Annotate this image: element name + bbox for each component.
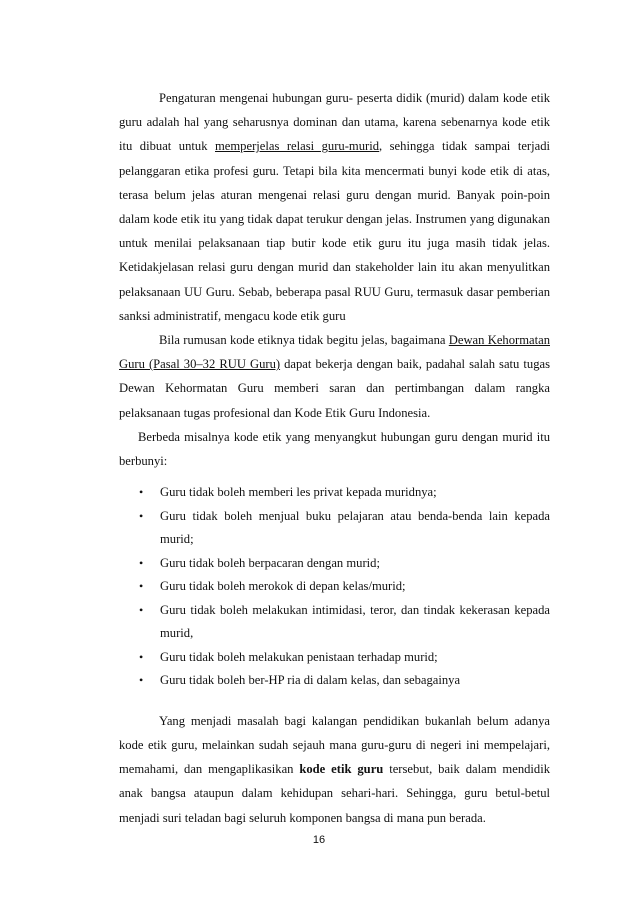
list-item-text: Guru tidak boleh memberi les privat kepada muridnya; [160, 485, 437, 500]
underlined-phrase-dewan: Dewan Kehormatan Guru (Pasal 30–32 RUU Guru) [119, 333, 550, 372]
bullet-icon: • [139, 649, 144, 664]
bullet-icon: • [139, 508, 144, 523]
page-number: 16 [312, 834, 326, 846]
list-item [119, 669, 550, 693]
paragraph-4-text: Yang menjadi masalah bagi kalangan pendidikan bukanlah belum adanya kode etik guru, melainkan sudah sejauh mana guru-guru di negeri ini mempelajari, memahami, dan mengaplikasikan [119, 713, 550, 777]
list-item [119, 599, 550, 646]
bullet-icon: • [139, 555, 144, 570]
body-text [119, 86, 550, 830]
list-item-text: Guru tidak boleh menjual buku pelajaran atau benda-benda lain kepada murid; [160, 508, 550, 547]
paragraph-2 [119, 328, 550, 425]
paragraph-4 [119, 709, 550, 830]
bullet-icon: • [139, 602, 144, 617]
paragraph-3 [119, 425, 550, 473]
list-item [119, 575, 550, 599]
list-item [119, 552, 550, 576]
paragraph-2-text: Bila rumusan kode etiknya tidak begitu jelas, bagaimana [159, 333, 449, 348]
rules-list [119, 481, 550, 693]
list-item-text: Guru tidak boleh melakukan penistaan terhadap murid; [160, 649, 438, 664]
bullet-icon: • [139, 673, 144, 688]
list-item-text: Guru tidak boleh melakukan intimidasi, teror, dan tindak kekerasan kepada murid, [160, 602, 550, 641]
paragraph-2-text-end: dapat bekerja dengan baik, padahal salah satu tugas Dewan Kehormatan Guru memberi saran dan pertimbangan dalam rangka pelaksanaan tugas profesional dan Kode Etik Guru Indonesia. [119, 357, 550, 420]
paragraph-1 [119, 86, 550, 328]
list-item-text: Guru tidak boleh ber-HP ria di dalam kelas, dan sebagainya [160, 673, 461, 688]
paragraph-4-text-end: tersebut, baik dalam mendidik anak bangsa ataupun dalam kehidupan sehari-hari. Sehingga, guru betul-betul menjadi suri teladan bagi seluruh komponen bangsa di mana pun berada. [119, 762, 550, 825]
bold-phrase-kode-etik: kode etik guru [299, 762, 384, 777]
list-item-text: Guru tidak boleh berpacaran dengan murid; [160, 555, 380, 570]
list-item [119, 646, 550, 670]
list-item [119, 505, 550, 552]
paragraph-1-text-end: , sehingga tidak sampai terjadi pelanggaran etika profesi guru. Tetapi bila kita mencermati bunyi kode etik di atas, terasa belum jelas aturan mengenai relasi guru dengan murid. Banyak poin-poin dalam kode etik itu yang tidak dapat terukur dengan jelas. Instrumen yang digunakan untuk menilai pelaksanaan tiap butir kode etik guru itu juga masih tidak jelas. Ketidakjelasan relasi guru dengan murid dan stakeholder lain itu akan menyulitkan pelaksanaan UU Guru. Sebab, beberapa pasal RUU Guru, termasuk dasar pemberian sanksi administratif, mengacu kode etik guru [119, 139, 550, 323]
underlined-phrase-relasi: memperjelas relasi guru-murid [215, 139, 379, 154]
paragraph-1-text: Pengaturan mengenai hubungan guru- peserta didik (murid) dalam kode etik guru adalah hal yang seharusnya dominan dan utama, karena sebenarnya kode etik itu dibuat untuk [119, 91, 550, 154]
bullet-icon: • [139, 579, 144, 594]
bullet-icon: • [139, 485, 144, 500]
list-item-text: Guru tidak boleh merokok di depan kelas/murid; [160, 579, 406, 594]
list-item [119, 481, 550, 505]
paragraph-3-text: Berbeda misalnya kode etik yang menyangkut hubungan guru dengan murid itu berbunyi: [119, 429, 550, 469]
